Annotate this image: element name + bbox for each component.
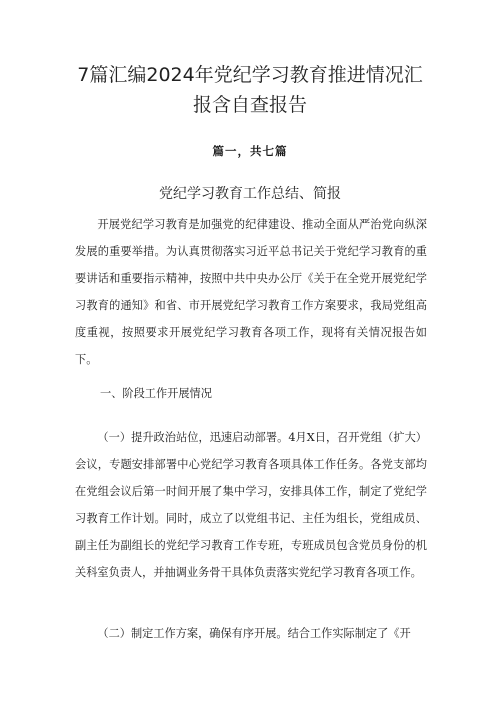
chapter-label: 篇一，共七篇 xyxy=(212,144,288,158)
title-line-2: 报含自查报告 xyxy=(192,94,307,116)
section-heading: 一、阶段工作开展情况 xyxy=(100,387,212,400)
section-subtitle: 党纪学习教育工作总结、简报 xyxy=(159,186,341,202)
document-title xyxy=(40,60,460,120)
item-2-paragraph: （二）制定工作方案，确保有序开展。结合工作实际制定了《开 xyxy=(97,627,411,640)
title-line-1: 7篇汇编2024年党纪学习教育推进情况汇 xyxy=(77,64,423,86)
intro-paragraph: 开展党纪学习教育是加强党的纪律建设、推动全面从严治党向纵深发展的重要举措。为认真贯彻落实习近平总书记关于党纪学习教育的重要讲话和重要指示精神，按照中共中央办公厅《关于在全党开展党纪学习教育的通知》和省、市开展党纪学习教育工作方案要求，我局党组高度重视，按照要求开展党纪学习教育各项工作，现将有关情况报告如下。 xyxy=(75,218,427,366)
item-1-paragraph: （一）提升政治站位，迅速启动部署。4月X日，召开党组（扩大）会议，专题安排部署中心党纪学习教育各项具体工作任务。各党支部均在党组会议后第一时间开展了集中学习，安排具体工作，制定了党纪学习教育工作计划。同时，成立了以党组书记、主任为组长，党组成员、副主任为副组长的党纪学习教育工作专班，专班成员包含党员身份的机关科室负责人，并抽调业务骨干具体负责落实党纪学习教育各项工作。 xyxy=(75,431,427,579)
